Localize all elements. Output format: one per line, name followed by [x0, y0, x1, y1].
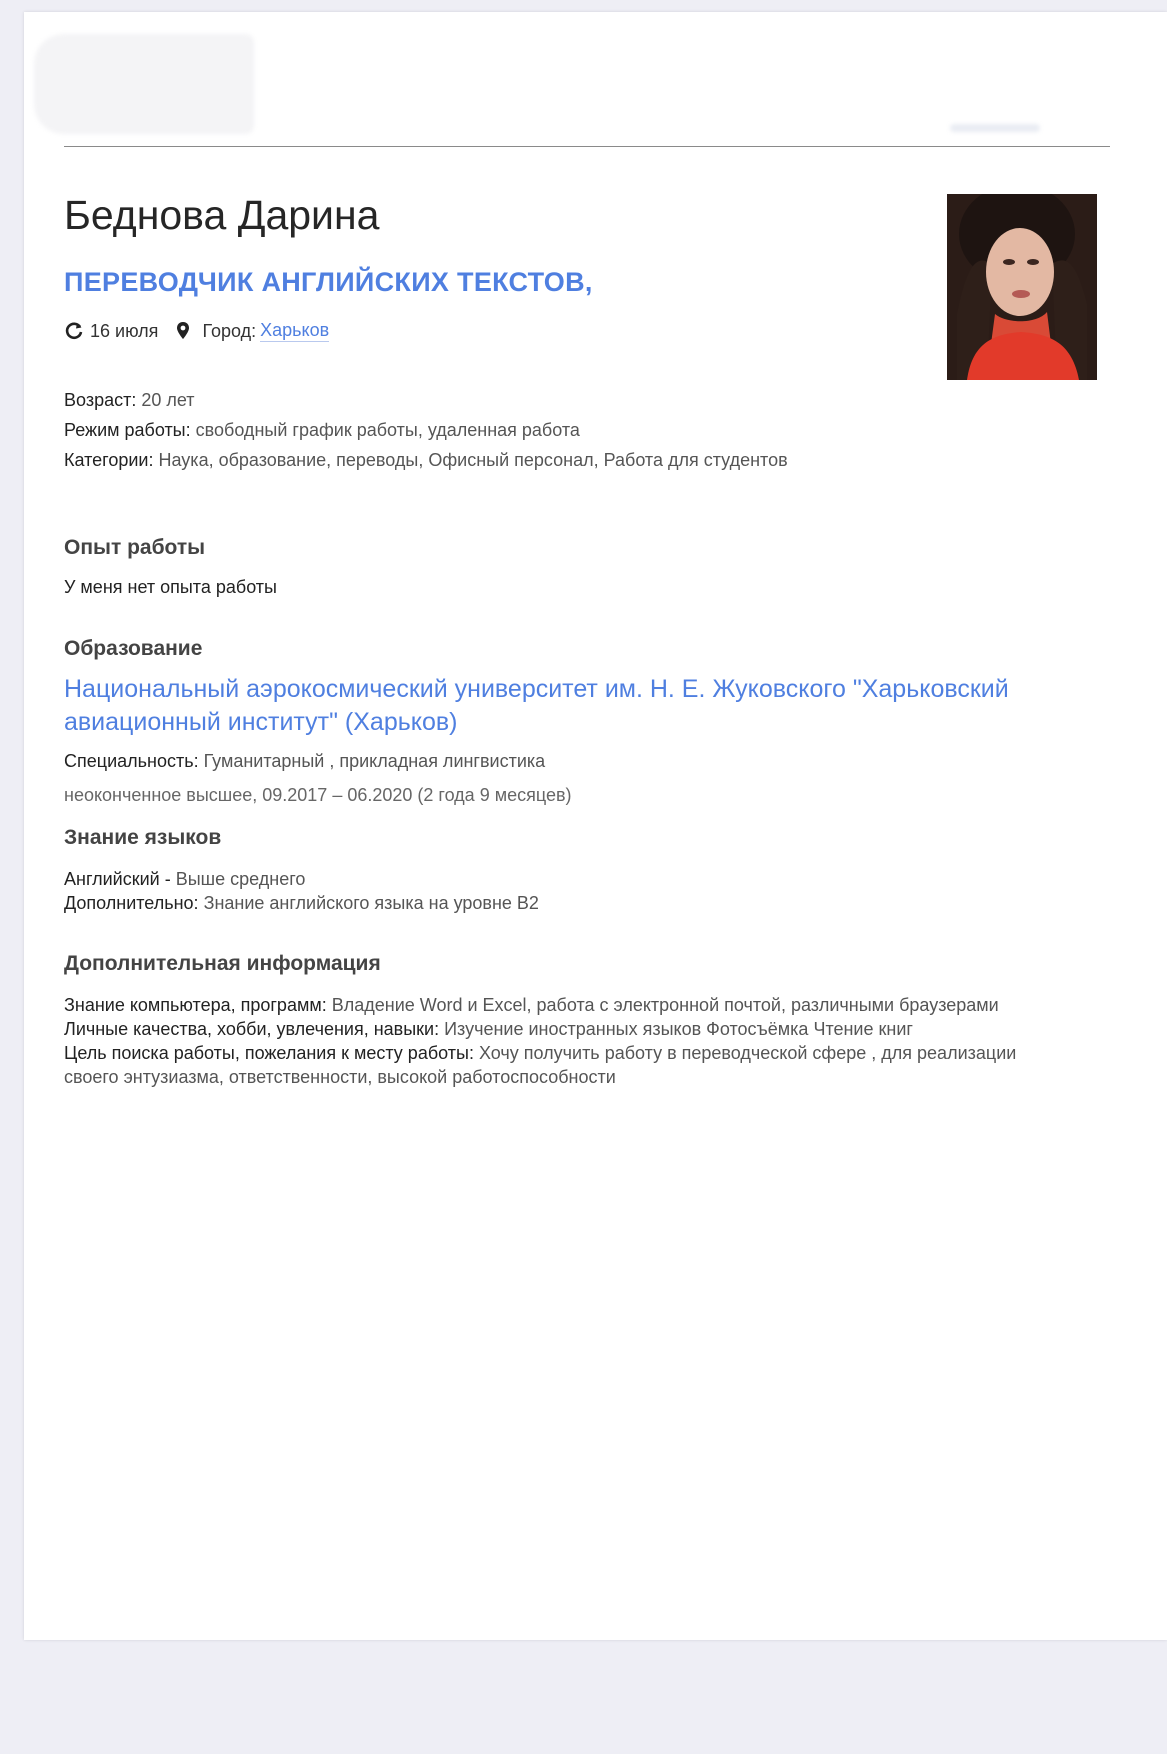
specialty-label: Специальность:	[64, 751, 199, 771]
education-title: Образование	[64, 637, 203, 660]
goal-line-continued	[64, 1067, 616, 1088]
language-level: Выше среднего	[175, 869, 306, 889]
computer-value: Владение Word и Excel, работа с электронной почтой, различными браузерами	[331, 995, 999, 1015]
profile-photo	[947, 194, 1097, 380]
education-period: неоконченное высшее, 09.2017 – 06.2020 (2 года 9 месяцев)	[64, 785, 572, 805]
candidate-name: Беднова Дарина	[64, 192, 380, 238]
language-extra-label: Дополнительно:	[64, 893, 199, 913]
work-mode-label: Режим работы:	[64, 420, 191, 440]
experience-title: Опыт работы	[64, 536, 206, 559]
language-extra-value: Знание английского языка на уровне B2	[203, 893, 539, 913]
computer-line	[64, 995, 999, 1016]
categories-label: Категории:	[64, 450, 154, 470]
city-link[interactable]: Харьков	[260, 320, 330, 340]
categories-line	[64, 450, 788, 471]
header-divider	[64, 146, 1110, 147]
work-mode-line	[64, 420, 580, 441]
personal-line	[64, 1019, 913, 1040]
language-extra-line	[64, 893, 539, 914]
city-label: Город:	[202, 320, 257, 341]
candidate-position: ПЕРЕВОДЧИК АНГЛИЙСКИХ ТЕКСТОВ,	[64, 267, 593, 297]
goal-value: Хочу получить работу в переводческой сфере , для реализации	[478, 1043, 1017, 1063]
additional-title: Дополнительная информация	[64, 952, 381, 975]
personal-value: Изучение иностранных языков Фотосъёмка Чтение книг	[444, 1019, 913, 1039]
categories-value: Наука, образование, переводы, Офисный персонал, Работа для студентов	[158, 450, 788, 470]
age-value: 20 лет	[141, 390, 195, 410]
languages-title: Знание языков	[64, 826, 222, 849]
refresh-icon	[64, 321, 84, 341]
specialty-line	[64, 751, 545, 772]
goal-value-continued: своего энтузиазма, ответственности, высокой работоспособности	[64, 1067, 616, 1087]
language-line	[64, 869, 305, 890]
specialty-value: Гуманитарный , прикладная лингвистика	[203, 751, 546, 771]
goal-line	[64, 1043, 1016, 1064]
header-right-blurred	[950, 124, 1040, 132]
header-logo-blurred	[34, 34, 254, 134]
work-mode-value: свободный график работы, удаленная работа	[195, 420, 580, 440]
language-label: Английский -	[64, 869, 171, 889]
updated-date: 16 июля	[90, 320, 159, 341]
map-pin-icon	[176, 321, 190, 341]
goal-label: Цель поиска работы, пожелания к месту работы:	[64, 1043, 474, 1063]
age-label: Возраст:	[64, 390, 137, 410]
computer-label: Знание компьютера, программ:	[64, 995, 327, 1015]
personal-label: Личные качества, хобби, увлечения, навыки:	[64, 1019, 440, 1039]
experience-text: У меня нет опыта работы	[64, 577, 277, 597]
education-institution-link[interactable]: Национальный аэрокосмический университет им. Н. Е. Жуковского "Харьковский авиационный институт" (Харьков)	[64, 675, 1009, 736]
meta-row	[64, 320, 329, 342]
age-line	[64, 390, 195, 411]
